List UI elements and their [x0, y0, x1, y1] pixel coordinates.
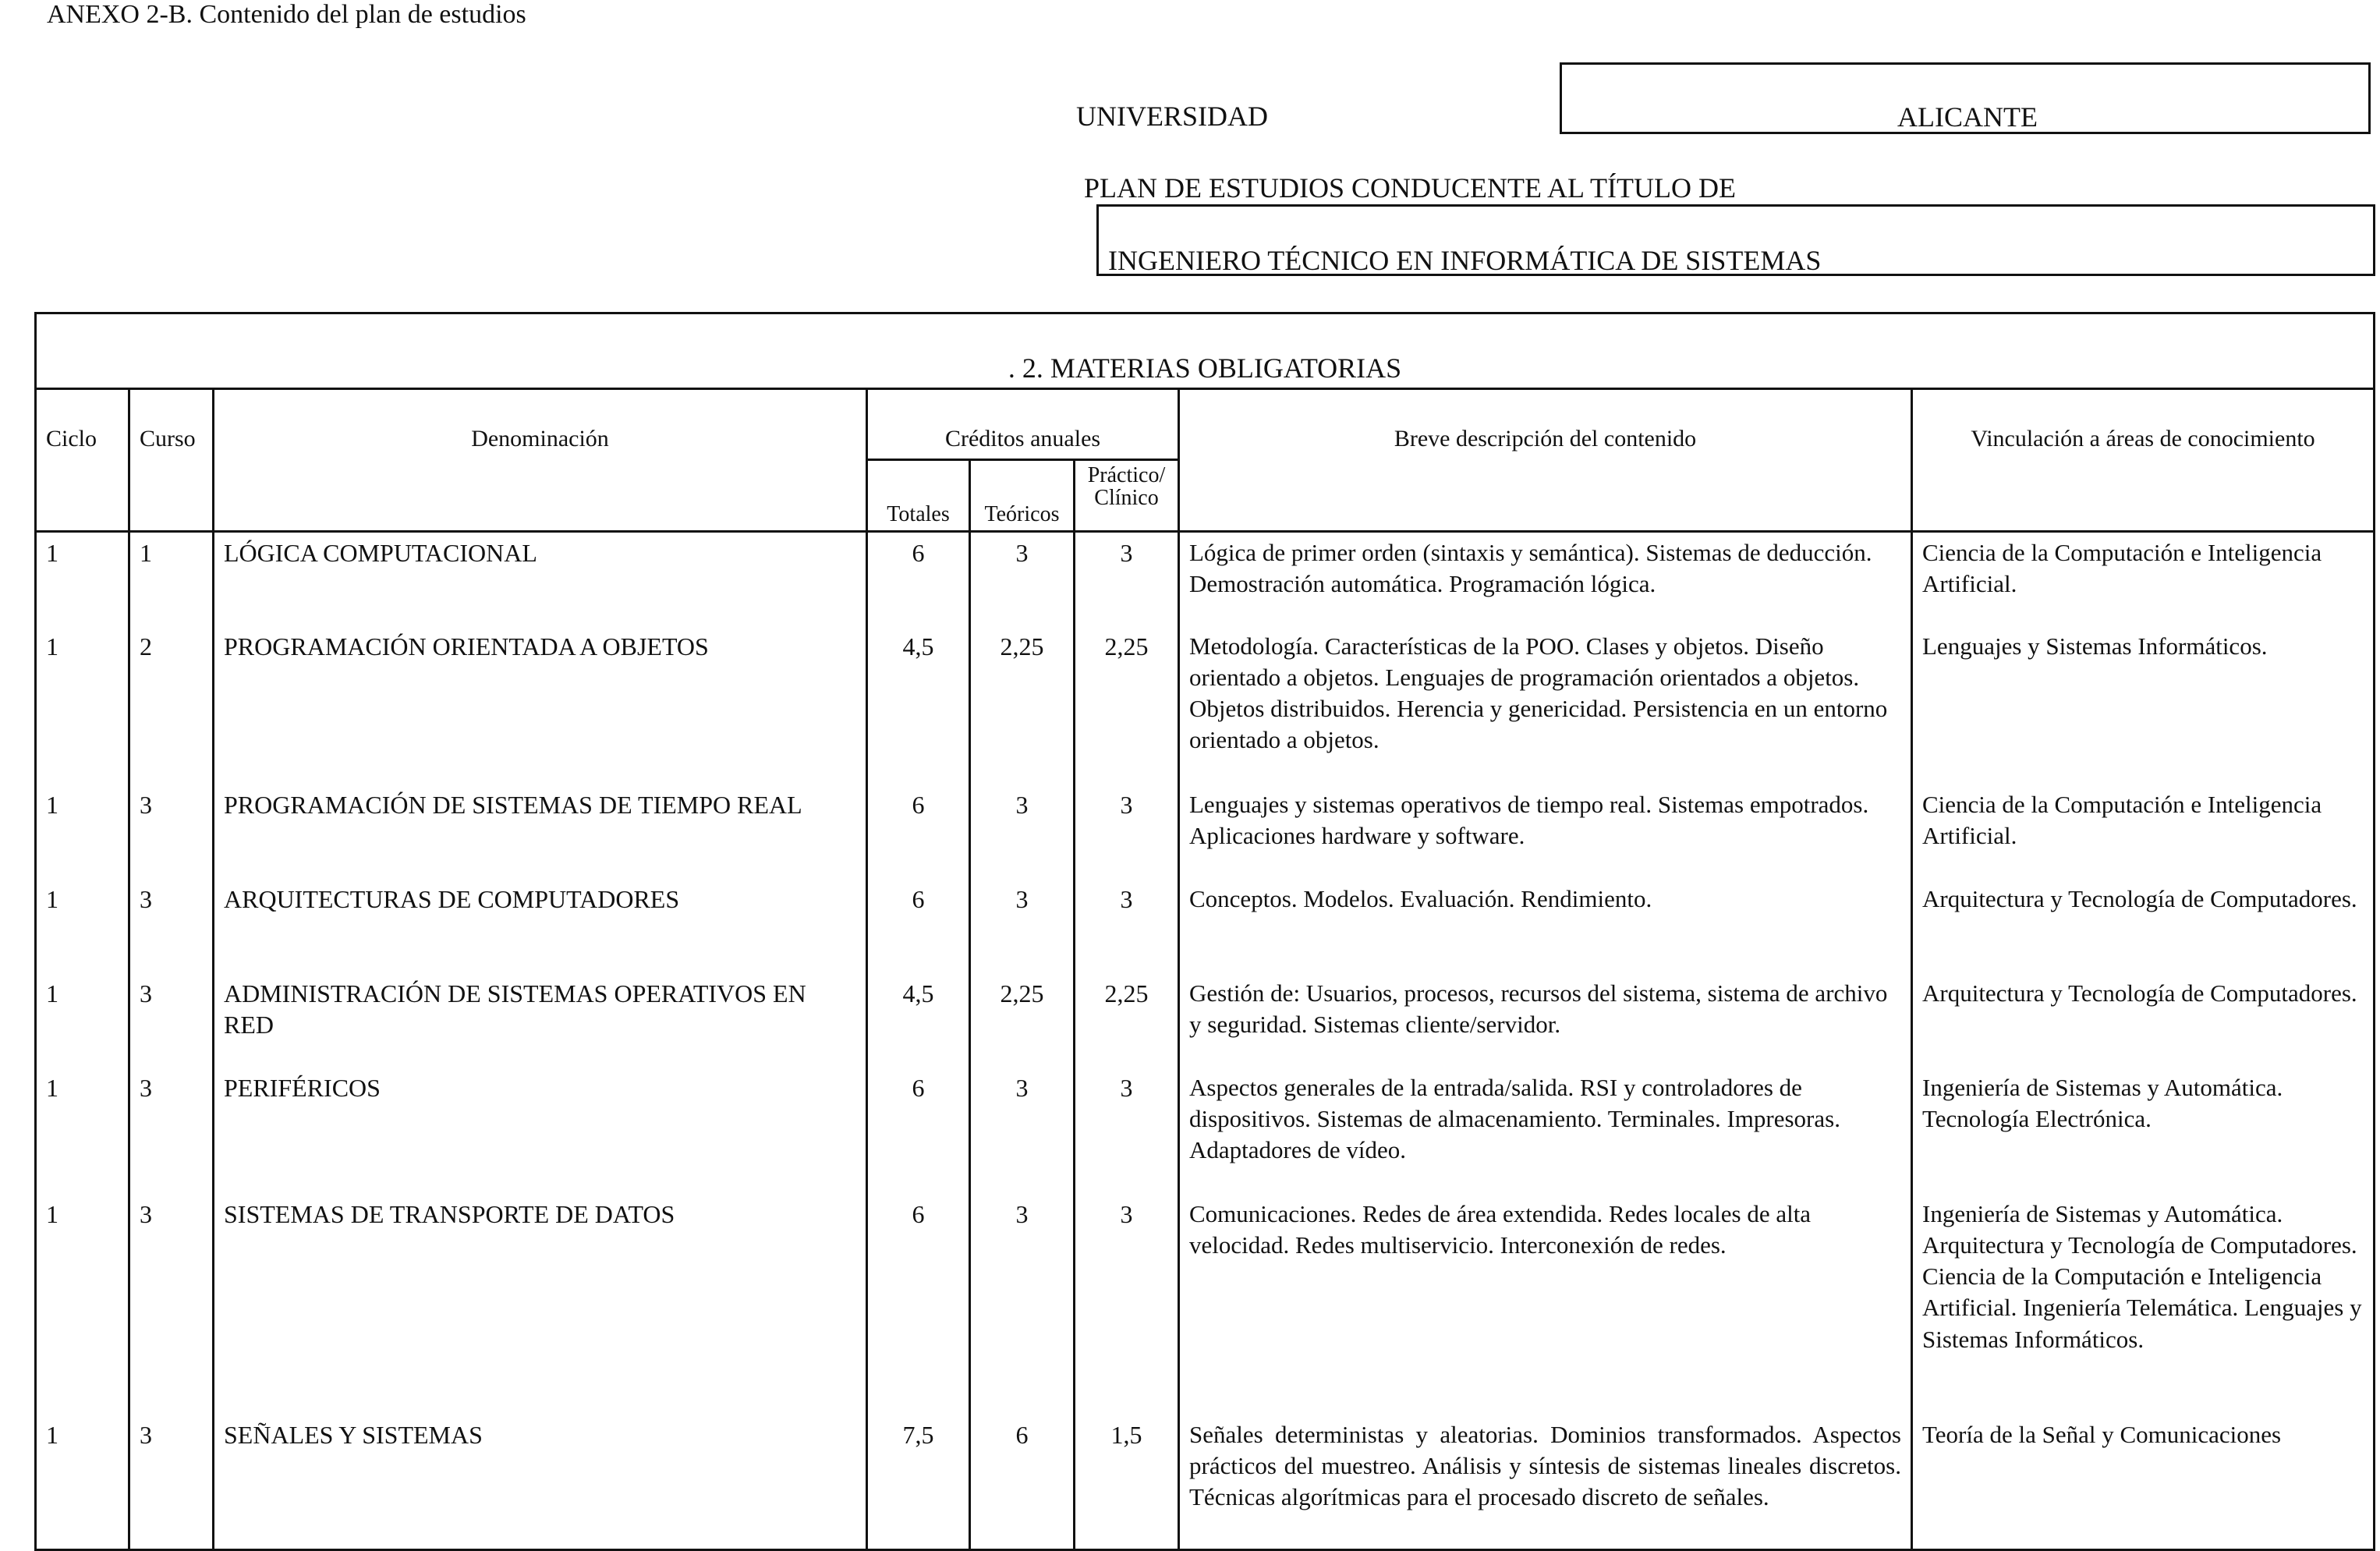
cell-curso: 1 — [129, 532, 214, 626]
cell-practicos: 3 — [1075, 784, 1179, 879]
header-denominacion: Denominación — [214, 389, 867, 532]
cell-totales: 6 — [867, 879, 970, 973]
cell-teoricos: 3 — [970, 1194, 1075, 1415]
cell-curso: 3 — [129, 1068, 214, 1194]
cell-descripcion: Lógica de primer orden (sintaxis y semántica). Sistemas de deducción. Demostración automática. Programación lógica. — [1179, 532, 1912, 626]
table-row — [36, 879, 2375, 973]
cell-curso: 3 — [129, 784, 214, 879]
cell-curso: 3 — [129, 1194, 214, 1415]
header-teoricos: Teóricos — [970, 460, 1075, 532]
cell-practicos: 3 — [1075, 1068, 1179, 1194]
cell-ciclo: 1 — [36, 532, 129, 626]
degree-title-box — [1096, 204, 2375, 276]
cell-totales: 4,5 — [867, 973, 970, 1068]
cell-denominacion: PROGRAMACIÓN ORIENTADA A OBJETOS — [214, 626, 867, 784]
cell-totales: 6 — [867, 784, 970, 879]
plan-label: PLAN DE ESTUDIOS CONDUCENTE AL TÍTULO DE — [1084, 172, 1736, 204]
cell-teoricos: 6 — [970, 1415, 1075, 1550]
university-box — [1560, 62, 2371, 134]
cell-teoricos: 3 — [970, 784, 1075, 879]
table-row — [36, 532, 2375, 626]
cell-totales: 6 — [867, 1194, 970, 1415]
degree-title-value: INGENIERO TÉCNICO EN INFORMÁTICA DE SISTEMAS — [1108, 245, 1822, 276]
cell-ciclo: 1 — [36, 879, 129, 973]
cell-descripcion: Metodología. Características de la POO. Clases y objetos. Diseño orientado a objetos. Lenguajes de programación orientados a objetos. Objetos distribuidos. Herencia y genericidad. Persistencia en un entorno orientado a objetos. — [1179, 626, 1912, 784]
cell-practicos: 3 — [1075, 879, 1179, 973]
cell-practicos: 2,25 — [1075, 626, 1179, 784]
header-practicos — [1075, 460, 1179, 532]
cell-vinculacion: Arquitectura y Tecnología de Computadores. — [1912, 973, 2375, 1068]
header-descripcion: Breve descripción del contenido — [1179, 389, 1912, 532]
subjects-table — [34, 312, 2375, 1551]
cell-denominacion: PERIFÉRICOS — [214, 1068, 867, 1194]
table-row — [36, 973, 2375, 1068]
table-row — [36, 1194, 2375, 1415]
cell-curso: 3 — [129, 879, 214, 973]
cell-denominacion: LÓGICA COMPUTACIONAL — [214, 532, 867, 626]
cell-curso: 2 — [129, 626, 214, 784]
cell-totales: 4,5 — [867, 626, 970, 784]
cell-curso: 3 — [129, 1415, 214, 1550]
cell-vinculacion: Teoría de la Señal y Comunicaciones — [1912, 1415, 2375, 1550]
cell-descripcion: Señales deterministas y aleatorias. Dominios transformados. Aspectos prácticos del muestreo. Análisis y síntesis de sistemas lineales discretos. Técnicas algorítmicas para el procesado discreto de señales. — [1179, 1415, 1912, 1550]
cell-vinculacion: Ciencia de la Computación e Inteligencia Artificial. — [1912, 784, 2375, 879]
table-row — [36, 626, 2375, 784]
cell-practicos: 3 — [1075, 532, 1179, 626]
cell-descripcion: Conceptos. Modelos. Evaluación. Rendimiento. — [1179, 879, 1912, 973]
header-practicos-line2: Clínico — [1094, 486, 1159, 511]
cell-vinculacion: Arquitectura y Tecnología de Computadores. — [1912, 879, 2375, 973]
cell-practicos: 1,5 — [1075, 1415, 1179, 1550]
table-row — [36, 1415, 2375, 1550]
cell-descripcion: Comunicaciones. Redes de área extendida. Redes locales de alta velocidad. Redes multiservicio. Interconexión de redes. — [1179, 1194, 1912, 1415]
cell-denominacion: PROGRAMACIÓN DE SISTEMAS DE TIEMPO REAL — [214, 784, 867, 879]
cell-denominacion: ADMINISTRACIÓN DE SISTEMAS OPERATIVOS EN RED — [214, 973, 867, 1068]
header-practicos-line1: Práctico/ — [1087, 463, 1166, 487]
cell-teoricos: 2,25 — [970, 626, 1075, 784]
university-label: UNIVERSIDAD — [1076, 101, 1268, 132]
cell-vinculacion: Ingeniería de Sistemas y Automática. Tecnología Electrónica. — [1912, 1068, 2375, 1194]
cell-teoricos: 3 — [970, 532, 1075, 626]
header-totales: Totales — [867, 460, 970, 532]
header-curso: Curso — [129, 389, 214, 532]
header-ciclo: Ciclo — [36, 389, 129, 532]
table-row — [36, 1068, 2375, 1194]
cell-totales: 6 — [867, 1068, 970, 1194]
header-creditos: Créditos anuales — [867, 389, 1179, 460]
cell-descripcion: Aspectos generales de la entrada/salida. RSI y controladores de dispositivos. Sistemas de almacenamiento. Terminales. Impresoras. Adaptadores de vídeo. — [1179, 1068, 1912, 1194]
cell-teoricos: 3 — [970, 879, 1075, 973]
table-row — [36, 784, 2375, 879]
annex-title: ANEXO 2-B. Contenido del plan de estudios — [47, 0, 526, 29]
cell-teoricos: 2,25 — [970, 973, 1075, 1068]
cell-teoricos: 3 — [970, 1068, 1075, 1194]
cell-practicos: 2,25 — [1075, 973, 1179, 1068]
cell-denominacion: ARQUITECTURAS DE COMPUTADORES — [214, 879, 867, 973]
section-title: . 2. MATERIAS OBLIGATORIAS — [36, 313, 2375, 389]
cell-vinculacion: Lenguajes y Sistemas Informáticos. — [1912, 626, 2375, 784]
cell-ciclo: 1 — [36, 973, 129, 1068]
cell-vinculacion: Ciencia de la Computación e Inteligencia Artificial. — [1912, 532, 2375, 626]
cell-ciclo: 1 — [36, 626, 129, 784]
cell-denominacion: SEÑALES Y SISTEMAS — [214, 1415, 867, 1550]
cell-ciclo: 1 — [36, 1415, 129, 1550]
cell-ciclo: 1 — [36, 1068, 129, 1194]
cell-denominacion: SISTEMAS DE TRANSPORTE DE DATOS — [214, 1194, 867, 1415]
cell-totales: 7,5 — [867, 1415, 970, 1550]
cell-ciclo: 1 — [36, 784, 129, 879]
cell-descripcion: Lenguajes y sistemas operativos de tiempo real. Sistemas empotrados. Aplicaciones hardware y software. — [1179, 784, 1912, 879]
cell-curso: 3 — [129, 973, 214, 1068]
cell-vinculacion: Ingeniería de Sistemas y Automática. Arquitectura y Tecnología de Computadores. Ciencia de la Computación e Inteligencia Artificial. Ingeniería Telemática. Lenguajes y Sistemas Informáticos. — [1912, 1194, 2375, 1415]
university-value: ALICANTE — [1897, 101, 2038, 133]
cell-practicos: 3 — [1075, 1194, 1179, 1415]
header-vinculacion: Vinculación a áreas de conocimiento — [1912, 389, 2375, 532]
cell-totales: 6 — [867, 532, 970, 626]
cell-descripcion: Gestión de: Usuarios, procesos, recursos del sistema, sistema de archivo y seguridad. Sistemas cliente/servidor. — [1179, 973, 1912, 1068]
cell-ciclo: 1 — [36, 1194, 129, 1415]
